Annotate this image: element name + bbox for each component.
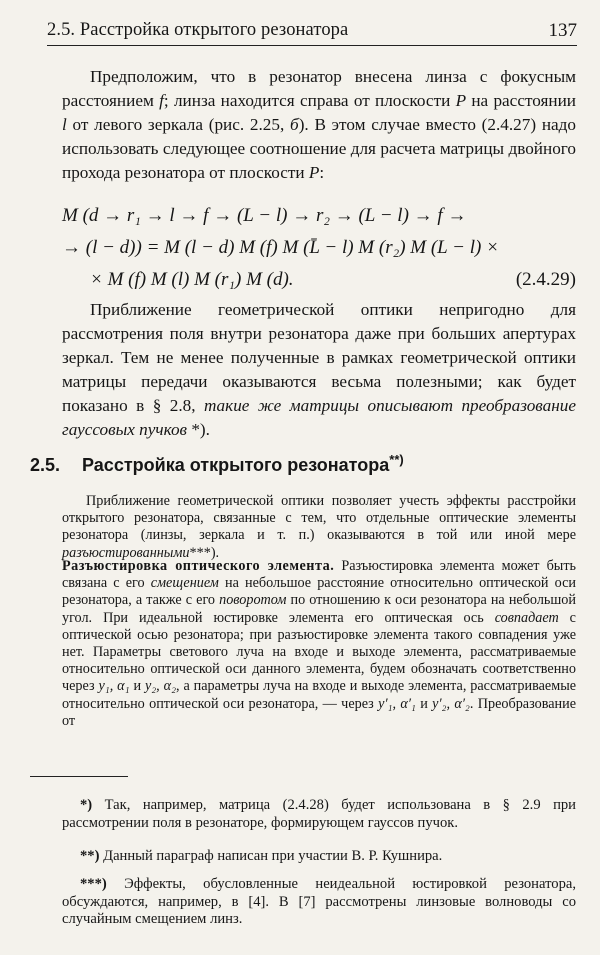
footnote-2	[62, 848, 576, 866]
text: на расстоянии	[466, 91, 576, 110]
paragraph-lens-intro	[62, 65, 576, 185]
text: на небольшое расстояние относительно оптической оси резонатора, а также с его	[62, 575, 576, 609]
symbol-l: l	[62, 115, 67, 134]
equation-line-3	[62, 264, 576, 296]
math-var: y′₂, α′₂	[432, 695, 470, 712]
paragraph-geometric-optics	[62, 298, 576, 442]
figure-ref: б	[290, 115, 299, 134]
text: :	[319, 163, 325, 182]
symbol-f: f	[159, 91, 164, 110]
text: с оптической осью резонатора; при разъюстировке элемента такого совпадения уже нет. Параметры светового луча на входе и выходе элемента, рассматриваемые относительно оптической оси данного элемента, будем обозначать соответственно через	[62, 609, 576, 695]
section-footnote-mark: **)	[389, 452, 404, 467]
equation-number: (2.4.29)	[515, 269, 576, 290]
footnote-1	[62, 797, 576, 832]
text: ). В этом случае вместо (2.4.27) надо использовать следующее соотношение для расчета матрицы двойного прохода резонатора от плоскости	[62, 115, 576, 182]
section-number: 2.5.	[30, 455, 61, 475]
text: Предположим, что в резонатор внесена линза с фокусным расстоянием	[62, 67, 576, 110]
text: ; линза находится справа от плоскости	[163, 91, 456, 110]
text: . Преобразование от	[62, 695, 577, 729]
symbol-p: P	[455, 91, 467, 110]
symbol-p: P	[308, 163, 320, 182]
footnote-text: Так, например, матрица (2.4.28) будет использована в § 2.9 при рассмотрении поля в резонаторе, формирующем гауссов пучок.	[62, 797, 576, 831]
running-title: 2.5. Расстройка открытого резонатора	[47, 20, 349, 40]
footnote-text: Эффекты, обусловленные неидеальной юстировкой резонатора, обсуждаются, например, в [4]. В [7] рассмотрены линзовые волноводы со случайным смещением линз.	[62, 876, 576, 927]
text: Приближение геометрической оптики позволяет учесть эффекты расстройки открытого резонатора, связанные с тем, что отдельные оптические элементы резонатора (линзы, зеркала и т. п.) оказываются в той или иной мере	[62, 493, 576, 544]
text: , а параметры луча на входе и выходе элемента, рассматриваемые относительно оптической оси резонатора, — через	[62, 678, 577, 712]
emphasis: разъюстированными	[62, 544, 190, 561]
math-var: y₂, α₂	[144, 678, 177, 695]
text: ***).	[189, 544, 220, 561]
text: и	[129, 678, 145, 695]
section-title: Расстройка открытого резонатора	[82, 455, 390, 475]
footnote-text: Данный параграф написан при участии В. Р. Кушнира.	[99, 848, 443, 864]
text: и	[415, 695, 433, 712]
equation-line-1: M (d → r₁ → l → f → (L − l) → r₂ → (L − l) → f →	[62, 205, 467, 226]
footnote-mark: *)	[80, 797, 93, 813]
run-in-heading: Разъюстировка оптического элемента.	[62, 558, 335, 574]
text: Разъюстировка элемента может быть связана с его	[62, 558, 576, 592]
text: по отношению к оси резонатора на небольшой угол. При идеальной юстировке элемента его оптическая ось	[62, 592, 576, 626]
text: Приближение геометрической оптики непригодно для рассмотрения поля внутри резонатора даже при больших апертурах зеркал. Тем не менее полученные в рамках геометрической оптики матрицы передачи оказываются весьма полезными; как будет показано в § 2.8,	[62, 300, 576, 415]
equation-2-4-29	[62, 200, 576, 296]
emphasis: смещением	[150, 575, 219, 592]
section-heading	[30, 452, 404, 476]
paragraph-element-misalignment	[62, 558, 576, 730]
text: *).	[187, 420, 210, 439]
emphasis: совпадает	[494, 609, 559, 626]
emphasis: такие же матрицы описывают преобразование гауссовых пучков	[62, 396, 576, 439]
equation-line-3-text: × M (f) M (l) M (r₁) M (d).	[90, 269, 294, 290]
paragraph-misalignment-intro	[62, 493, 576, 562]
math-var: y₁, α₁	[98, 678, 130, 695]
math-var: y′₁, α′₁	[378, 695, 416, 712]
text: от левого зеркала (рис. 2.25,	[66, 115, 291, 134]
footnote-3	[62, 876, 576, 929]
footnote-mark: ***)	[80, 876, 107, 892]
footnote-mark: **)	[80, 848, 100, 864]
equation-line-2: → (l − d)) = M (l − d) M (f) M (L̄ − l) M (r₂) M (L − l) ×	[62, 237, 499, 258]
emphasis: поворотом	[219, 592, 287, 609]
running-header	[47, 15, 577, 46]
footnote-separator	[30, 776, 128, 777]
page-number: 137	[548, 20, 577, 41]
